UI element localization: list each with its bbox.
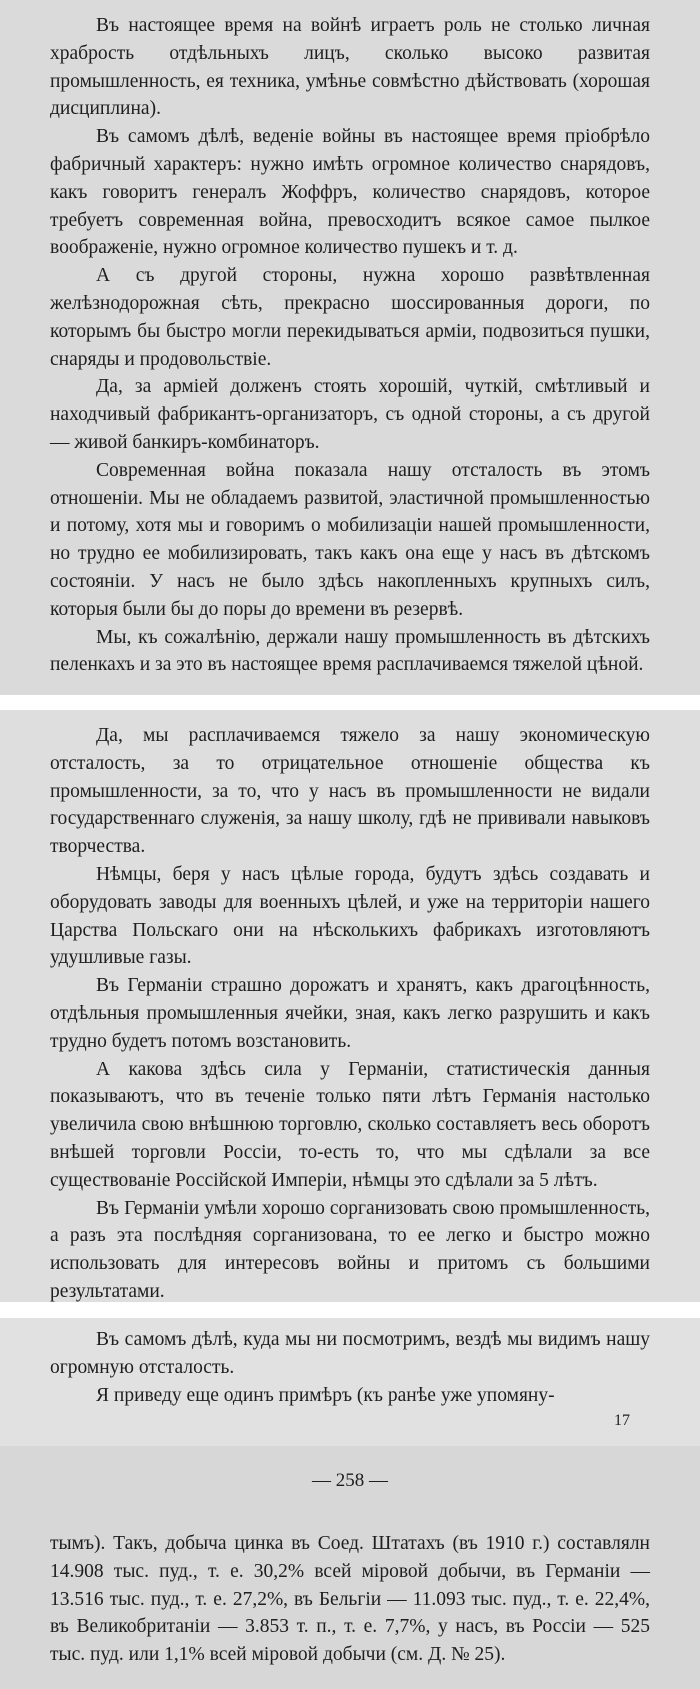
paragraph: Я приведу еще одинъ примѣръ (къ ранѣе уже упомяну- [96, 1384, 555, 1406]
page-header: — 258 — [312, 1470, 388, 1491]
paragraph: Въ Германіи умѣли хорошо сорганизовать свою промышленность, а разъ эта послѣдняя сорганизована, то ее легко и быстро можно использовать для интересовъ войны и притомъ съ большими результатами. [50, 1197, 650, 1302]
paragraph: Въ настоящее время на войнѣ играетъ роль не столько личная храбрость отдѣльныхъ лицъ, сколько высоко развитая промышленность, ея техника, умѣнье совмѣстно дѣйствовать (хорошая дисциплина). [50, 15, 650, 120]
page-number: 17 [614, 1412, 630, 1429]
paragraph: А какова здѣсь сила у Германіи, статистическія данныя показываютъ, что въ теченіе только пяти лѣтъ Германія настолько увеличила свою внѣшнюю торговлю, сколько составляетъ весь оборотъ внѣшей торговли Россіи, то-есть то, что мы сдѣлали за все существованіе Россійской Имперіи, нѣмцы это сдѣлали за 5 лѣтъ. [50, 1058, 650, 1191]
page-strip-1 [0, 0, 700, 695]
paragraph: Въ самомъ дѣлѣ, куда мы ни посмотримъ, вездѣ мы видимъ нашу огромную отсталость. [50, 1329, 650, 1378]
paragraph: Мы, къ сожалѣнію, держали нашу промышленность въ дѣтскихъ пеленкахъ и за это въ настоящее время расплачиваемся тяжелой цѣной. [50, 626, 650, 676]
paragraph: тымъ). Такъ, добыча цинка въ Соед. Штатахъ (въ 1910 г.) составлялн 14.908 тыс. пуд., т. е. 30,2% всей міровой добычи, въ Германіи — 13.516 тыс. пуд., т. е. 27,2%, въ Бельгіи — 11.093 тыс. пуд., т. е. 22,4%, въ Великобританіи — 3.853 т. п., т. е. 7,7%, у насъ, въ Россіи — 525 тыс. пуд. или 1,1% всей міровой добычи (см. Д. № 25). [50, 1533, 650, 1666]
paragraph: Нѣмцы, беря у насъ цѣлые города, будутъ здѣсь создавать и оборудовать заводы для военныхъ цѣлей, и уже на территоріи нашего Царства Польскаго они на нѣсколькихъ фабрикахъ изготовляютъ удушливые газы. [50, 863, 650, 969]
paragraph: А съ другой стороны, нужна хорошо развѣтвленная желѣзнодорожная сѣть, прекрасно шоссированныя дороги, по которымъ бы быстро могли перекидываться арміи, подвозиться пушки, снаряды и продовольствіе. [50, 265, 650, 370]
page-strip-2 [0, 710, 700, 1302]
paragraph: Въ самомъ дѣлѣ, веденіе войны въ настоящее время пріобрѣло фабричный характеръ: нужно имѣть огромное количество снарядовъ, какъ говоритъ генералъ Жоффръ, количество снарядовъ, которое требуетъ современная война, превосходитъ всякое самое пылкое воображеніе, нужно огромное количество пушекъ и т. д. [50, 126, 650, 259]
paragraph: Въ Германіи страшно дорожатъ и хранятъ, какъ драгоцѣнность, отдѣльныя промышленныя ячейки, зная, какъ легко разрушить и какъ трудно будетъ потомъ возстановить. [50, 975, 650, 1052]
paragraph: Да, мы расплачиваемся тяжело за нашу экономическую отсталость, за то отрицательное отношеніе общества къ промышленности, за то, что у насъ въ промышленности не видали государственнаго служенія, за нашу школу, гдѣ не прививали навыковъ творчества. [50, 725, 650, 858]
paragraph: Современная война показала нашу отсталость въ этомъ отношеніи. Мы не обладаемъ развитой, эластичной промышленностью и потому, хотя мы и говоримъ о мобилизаціи нашей промышленности, но трудно ее мобилизировать, такъ какъ она еще у насъ въ дѣтскомъ состояніи. У насъ не было здѣсь накопленныхъ крупныхъ силъ, которыя были бы до поры до времени въ резервѣ. [50, 459, 650, 620]
page-strip-3 [0, 1318, 700, 1446]
page-strip-4 [0, 1446, 700, 1689]
paragraph: Да, за арміей долженъ стоять хорошій, чуткій, смѣтливый и находчивый фабрикантъ-организаторъ, съ одной стороны, а съ другой — живой банкиръ-комбинаторъ. [50, 376, 650, 453]
